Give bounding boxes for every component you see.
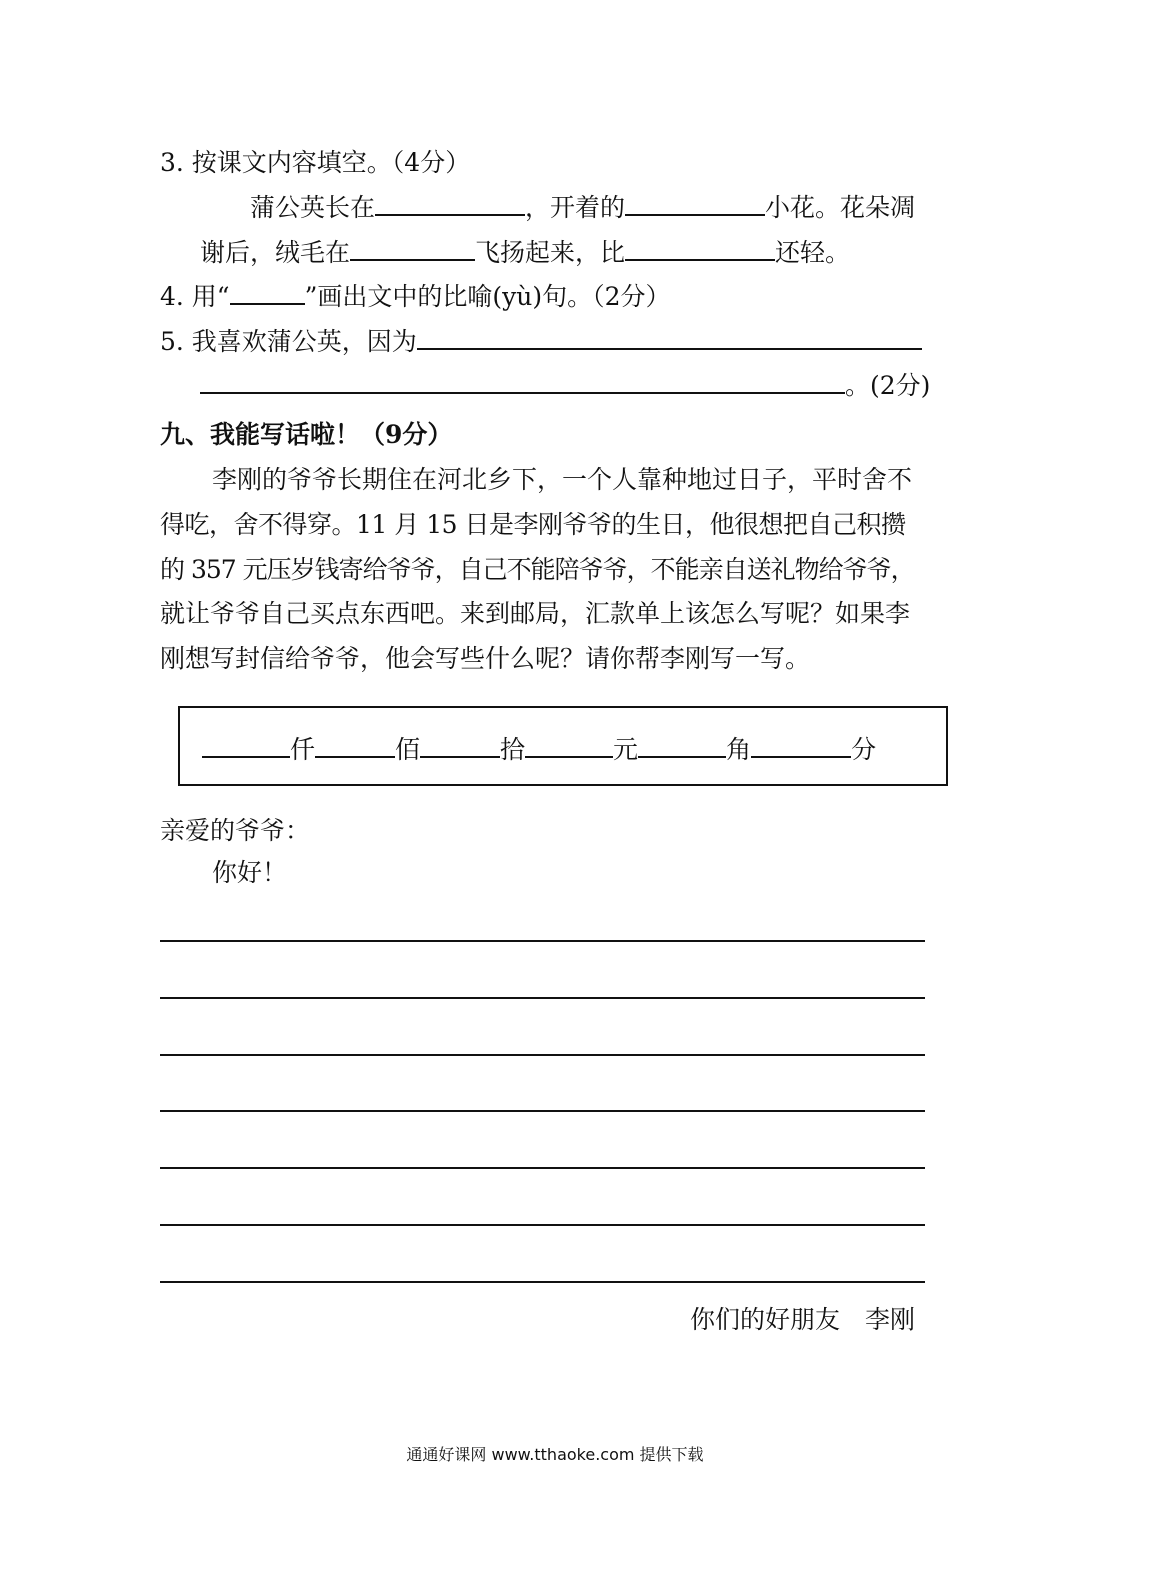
unit-label: 元 xyxy=(613,735,639,764)
section-9-title: 九、我能写话啦！（9分） xyxy=(160,420,453,449)
unit-label: 角 xyxy=(726,735,752,764)
paragraph-line: 李刚的爷爷长期住在河北乡下，一个人靠种地过日子，平时舍不 xyxy=(212,465,913,494)
writing-line[interactable] xyxy=(160,1054,925,1056)
q3-line1 xyxy=(250,192,915,224)
answer-line[interactable] xyxy=(200,370,845,394)
text: 4. 用“ xyxy=(160,282,230,311)
writing-line[interactable] xyxy=(160,1167,925,1169)
writing-line[interactable] xyxy=(160,1281,925,1283)
q5-line2 xyxy=(200,370,930,402)
amount-blank[interactable] xyxy=(202,734,290,758)
fill-blank[interactable] xyxy=(625,192,765,216)
q4 xyxy=(160,281,671,313)
letter-signature: 你们的好朋友 李刚 xyxy=(690,1305,916,1334)
q3-title: 3. 按课文内容填空。（4分） xyxy=(160,148,471,177)
amount-blank[interactable] xyxy=(420,734,500,758)
unit-label: 分 xyxy=(851,735,877,764)
remittance-box xyxy=(178,706,948,786)
writing-line[interactable] xyxy=(160,997,925,999)
text: 飞扬起来，比 xyxy=(475,238,626,267)
paragraph-line: 的 357 元压岁钱寄给爷爷，自己不能陪爷爷，不能亲自送礼物给爷爷， xyxy=(160,555,915,584)
amount-blank[interactable] xyxy=(525,734,613,758)
underline-sample xyxy=(230,281,305,305)
writing-line[interactable] xyxy=(160,1224,925,1226)
text: 小花。花朵凋 xyxy=(765,193,916,222)
footer-text: 通通好课网 www.tthaoke.com 提供下载 xyxy=(406,1445,704,1464)
paragraph-line: 刚想写封信给爷爷，他会写些什么呢？请你帮李刚写一写。 xyxy=(160,644,811,673)
text: 还轻。 xyxy=(775,238,851,267)
text: ，开着的 xyxy=(525,193,626,222)
letter-salutation: 亲爱的爷爷： xyxy=(160,816,311,845)
q5 xyxy=(160,326,922,358)
text: 5. 我喜欢蒲公英，因为 xyxy=(160,327,417,356)
paragraph-line: 就让爷爷自己买点东西吧。来到邮局，汇款单上该怎么写呢？如果李 xyxy=(160,599,911,628)
fill-blank[interactable] xyxy=(375,192,525,216)
amount-blank[interactable] xyxy=(751,734,851,758)
unit-label: 拾 xyxy=(500,735,526,764)
writing-line[interactable] xyxy=(160,940,925,942)
fill-blank[interactable] xyxy=(350,237,475,261)
paragraph-line: 得吃，舍不得穿。11 月 15 日是李刚爷爷的生日，他很想把自己积攒 xyxy=(160,510,906,539)
text: ”画出文中的比喻(yù)句。（2分） xyxy=(304,282,671,311)
q3-line2 xyxy=(200,237,850,269)
remittance-amount xyxy=(202,734,876,766)
amount-blank[interactable] xyxy=(638,734,726,758)
unit-label: 佰 xyxy=(395,735,421,764)
letter-greeting: 你好！ xyxy=(212,858,288,887)
text: 谢后，绒毛在 xyxy=(200,238,351,267)
unit-label: 仟 xyxy=(290,735,316,764)
fill-blank[interactable] xyxy=(625,237,775,261)
answer-line[interactable] xyxy=(417,326,922,350)
text: 蒲公英长在 xyxy=(250,193,376,222)
amount-blank[interactable] xyxy=(315,734,395,758)
writing-line[interactable] xyxy=(160,1110,925,1112)
text: 。(2分) xyxy=(845,371,931,400)
